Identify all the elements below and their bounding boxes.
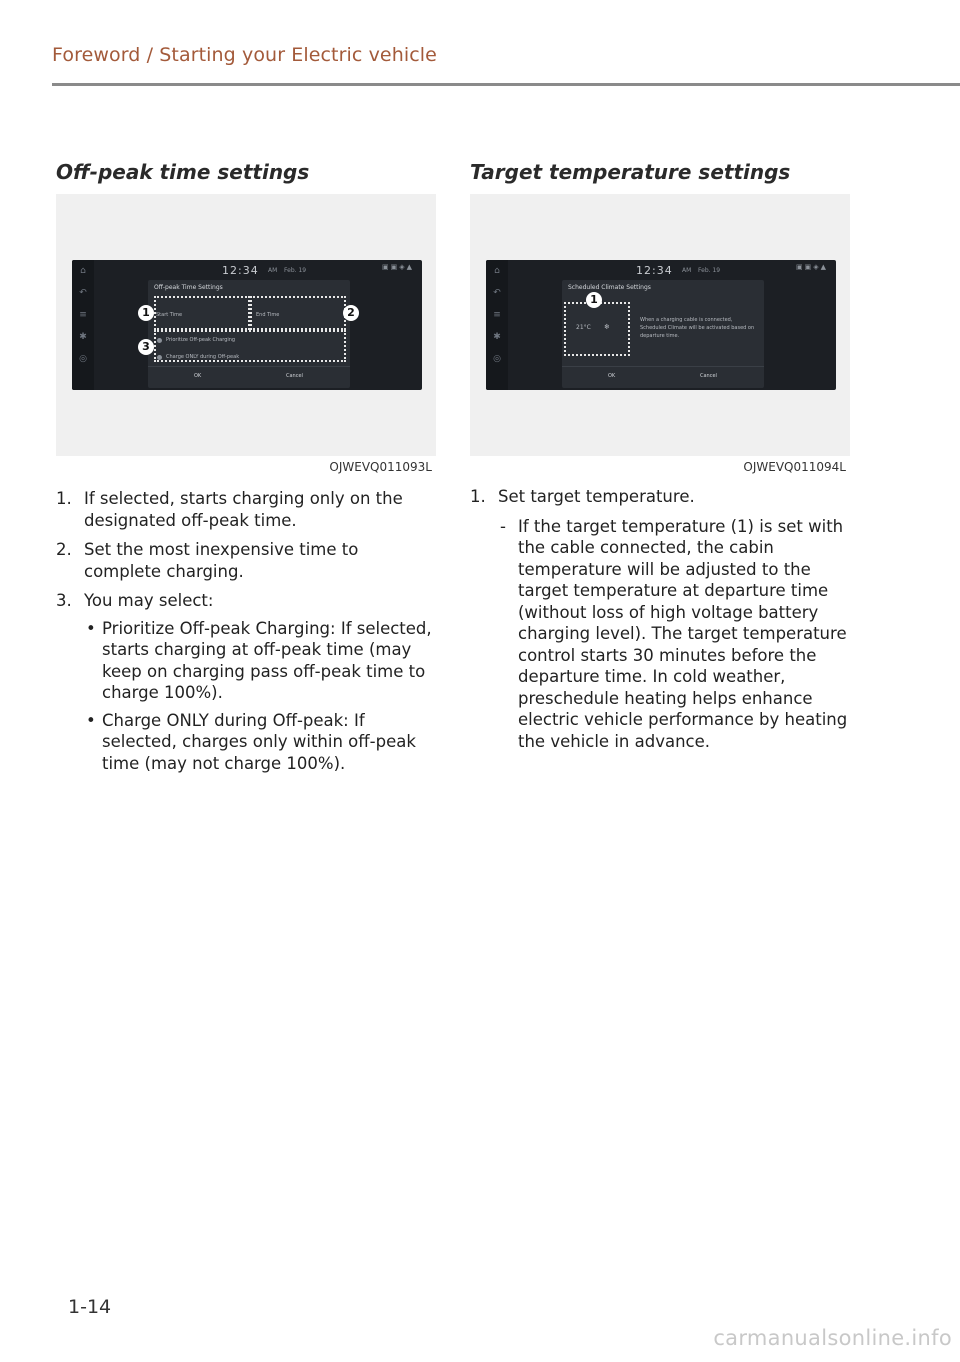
back-icon: ↶ [79, 288, 87, 298]
dash-mark: - [500, 516, 506, 536]
callout-1: 1 [138, 305, 154, 321]
target-temp-screen [486, 260, 836, 390]
item-text: If selected, starts charging only on the designated off-peak time. [84, 489, 403, 530]
callout-box-3 [154, 330, 346, 362]
watermark: carmanualsonline.info [713, 1326, 952, 1350]
offpeak-list [56, 488, 436, 774]
item-number: 1. [56, 489, 72, 508]
dialog-buttons [562, 366, 764, 386]
status-icons: ▣▣◈▲ [796, 263, 828, 271]
item-number: 1. [470, 487, 486, 506]
page-number: 1-14 [68, 1296, 112, 1318]
screen-clock: 12:34 [222, 264, 259, 277]
target-temp-list [470, 486, 850, 752]
search-icon: ◎ [493, 354, 501, 364]
offpeak-figure [56, 194, 436, 456]
offpeak-title: Off-peak time settings [56, 160, 310, 184]
header-divider [52, 83, 960, 86]
item-text: You may select: [84, 591, 214, 610]
sub-item-text: Prioritize Off-peak Charging: If selected, starts charging at off-peak time (may keep on charging pass off-peak time to charge 100%). [102, 618, 432, 702]
callout-box-1 [154, 296, 250, 330]
callout-box-1 [564, 302, 630, 356]
sub-item-text: Charge ONLY during Off-peak: If selected, charges only within off-peak time (may not charge 100%). [102, 710, 416, 773]
target-temp-title: Target temperature settings [470, 160, 791, 184]
sub-item [84, 710, 436, 775]
list-item [56, 539, 436, 582]
end-time-label: End Time [256, 312, 280, 318]
item-number: 3. [56, 591, 72, 610]
callout-3: 3 [138, 339, 154, 355]
item-text: Set target temperature. [498, 487, 695, 506]
climate-note: When a charging cable is connected, Scheduled Climate will be activated based on departure time. [640, 317, 755, 339]
callout-box-2 [250, 296, 346, 330]
menu-icon: ≡ [493, 310, 501, 320]
ok-button[interactable]: OK [194, 373, 202, 379]
screen-date: Feb. 19 [698, 267, 721, 274]
screen-sidebar [486, 260, 508, 390]
screen-ampm: AM [268, 267, 278, 274]
ok-button[interactable]: OK [608, 373, 616, 379]
target-temp-section [470, 160, 850, 760]
target-temp-figure [470, 194, 850, 456]
dialog-title: Off-peak Time Settings [154, 284, 223, 291]
item-number: 2. [56, 540, 72, 559]
dash-item-text: If the target temperature (1) is set with the cable connected, the cabin temperature will be adjusted to the target temperature at departure time (without loss of high voltage battery charging level). The target temperature control starts 30 minutes before the departure time. In cold weather, preschedule heating helps enhance electric vehicle performance by heating the vehicle in advance. [518, 516, 848, 751]
option-prioritize[interactable]: Prioritize Off-peak Charging [166, 337, 236, 343]
gear-icon: ✱ [493, 332, 501, 342]
item-text: Set the most inexpensive time to complete charging. [84, 540, 359, 581]
home-icon: ⌂ [80, 266, 86, 276]
status-icons: ▣▣◈▲ [382, 263, 414, 271]
dash-item [498, 516, 850, 753]
cancel-button[interactable]: Cancel [700, 373, 717, 379]
figure-code: OJWEVQ011093L [329, 460, 432, 474]
figure-code: OJWEVQ011094L [743, 460, 846, 474]
list-item [56, 590, 436, 774]
search-icon: ◎ [79, 354, 87, 364]
bullet: • [86, 618, 96, 638]
dialog-title: Scheduled Climate Settings [568, 284, 651, 291]
sub-item [84, 618, 436, 704]
back-icon: ↶ [493, 288, 501, 298]
list-item [56, 488, 436, 531]
screen-clock: 12:34 [636, 264, 673, 277]
gear-icon: ✱ [79, 332, 87, 342]
temperature-value[interactable]: 21°C [576, 324, 591, 331]
screen-date: Feb. 19 [284, 267, 307, 274]
screen-ampm: AM [682, 267, 692, 274]
breadcrumb: Foreword / Starting your Electric vehicle [52, 44, 437, 66]
screen-sidebar [72, 260, 94, 390]
home-icon: ⌂ [494, 266, 500, 276]
list-item [470, 486, 850, 752]
option-charge-only[interactable]: Charge ONLY during Off-peak [166, 354, 240, 360]
menu-icon: ≡ [79, 310, 87, 320]
dialog-buttons [148, 366, 350, 386]
bullet: • [86, 710, 96, 730]
offpeak-section [56, 160, 436, 782]
cancel-button[interactable]: Cancel [286, 373, 303, 379]
climate-icon: ❄ [604, 323, 610, 331]
callout-2: 2 [343, 305, 359, 321]
callout-1: 1 [586, 292, 602, 308]
offpeak-screen [72, 260, 422, 390]
start-time-label: Start Time [156, 312, 183, 318]
